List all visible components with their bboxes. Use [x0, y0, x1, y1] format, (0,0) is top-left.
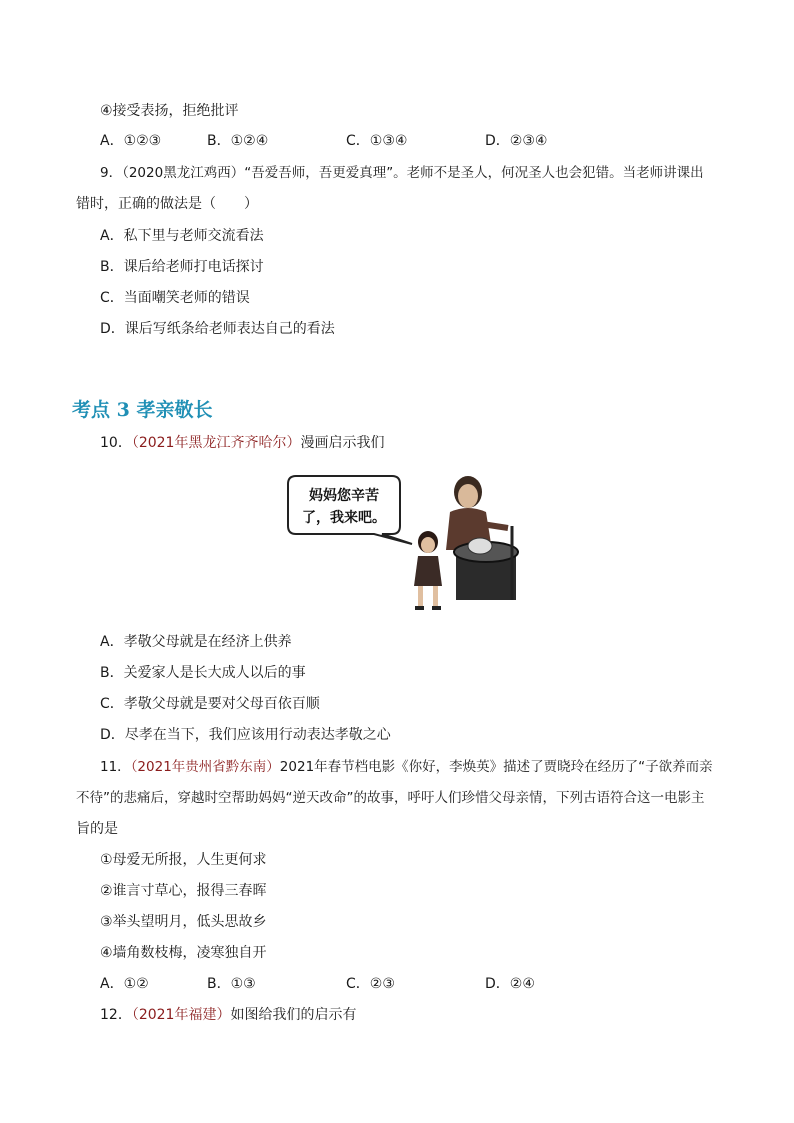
q11-option-d: D．②④: [485, 976, 535, 992]
q11-item-1: ①母爱无所报，人生更何求: [100, 852, 267, 868]
q11-option-b: B．①③: [207, 976, 256, 992]
q8-option-d: D．②③④: [485, 133, 548, 149]
q10-stem: [100, 434, 384, 452]
q9-stem-line2: 错时，正确的做法是（ ）: [76, 196, 258, 212]
q9-option-d: D．课后写纸条给老师表达自己的看法: [100, 321, 335, 337]
q12-stem-text: 如图给我们的启示有: [230, 1007, 357, 1023]
q11-number: 11．: [100, 759, 131, 775]
bubble-line1: 妈妈您辛苦: [309, 488, 379, 504]
q11-source: （2021年贵州省黔东南）: [130, 759, 280, 775]
q11-item-2: ②谁言寸草心，报得三春晖: [100, 883, 267, 899]
bubble-line2: 了，我来吧。: [302, 510, 386, 526]
q11-item-4: ④墙角数枝梅，凌寒独自开: [100, 945, 267, 961]
q11-option-a: A．①②: [100, 976, 149, 992]
q10-option-c: C．孝敬父母就是要对父母百依百顺: [100, 696, 320, 712]
q10-number: 10．: [100, 435, 132, 451]
q12-source: （2021年福建）: [131, 1007, 231, 1023]
q11-stem-text1: 2021年春节档电影《你好，李焕英》描述了贾晓玲在经历了“子欲养而亲: [279, 759, 713, 775]
q9-option-c: C．当面嘲笑老师的错误: [100, 290, 250, 306]
q10-option-d: D．尽孝在当下，我们应该用行动表达孝敬之心: [100, 727, 391, 743]
q8-option-c: C．①③④: [346, 133, 408, 149]
q10-option-a: A．孝敬父母就是在经济上供养: [100, 634, 292, 650]
section-title: 考点 3 孝亲敬长: [72, 399, 213, 421]
q12-stem: [100, 1006, 356, 1024]
q9-option-a: A．私下里与老师交流看法: [100, 228, 264, 244]
q11-options: [100, 975, 700, 993]
q8-option-a: A．①②③: [100, 133, 162, 149]
q10-stem-text: 漫画启示我们: [300, 435, 385, 451]
q9-stem-line1: 9．（2020黑龙江鸡西）“吾爱吾师，吾更爱真理”。老师不是圣人，何况圣人也会犯错。当老师讲课出: [100, 165, 704, 181]
q11-item-3: ③举头望明月，低头思故乡: [100, 914, 267, 930]
q11-stem-line1: [100, 758, 713, 776]
cartoon-image: [282, 470, 522, 620]
q11-stem-line3: 旨的是: [76, 821, 118, 837]
q8-option-b: B．①②④: [207, 133, 269, 149]
q8-item-4: ④接受表扬，拒绝批评: [100, 103, 239, 119]
q8-options: [100, 132, 700, 150]
q11-option-c: C．②③: [346, 976, 395, 992]
q9-option-b: B．课后给老师打电话探讨: [100, 259, 264, 275]
q11-stem-line2: 不待”的悲痛后，穿越时空帮助妈妈“逆天改命”的故事，呼吁人们珍惜父母亲情，下列古语符合这一电影主: [76, 790, 705, 806]
q10-source: （2021年黑龙江齐齐哈尔）: [131, 435, 301, 451]
q10-option-b: B．关爱家人是长大成人以后的事: [100, 665, 306, 681]
q12-number: 12．: [100, 1007, 132, 1023]
